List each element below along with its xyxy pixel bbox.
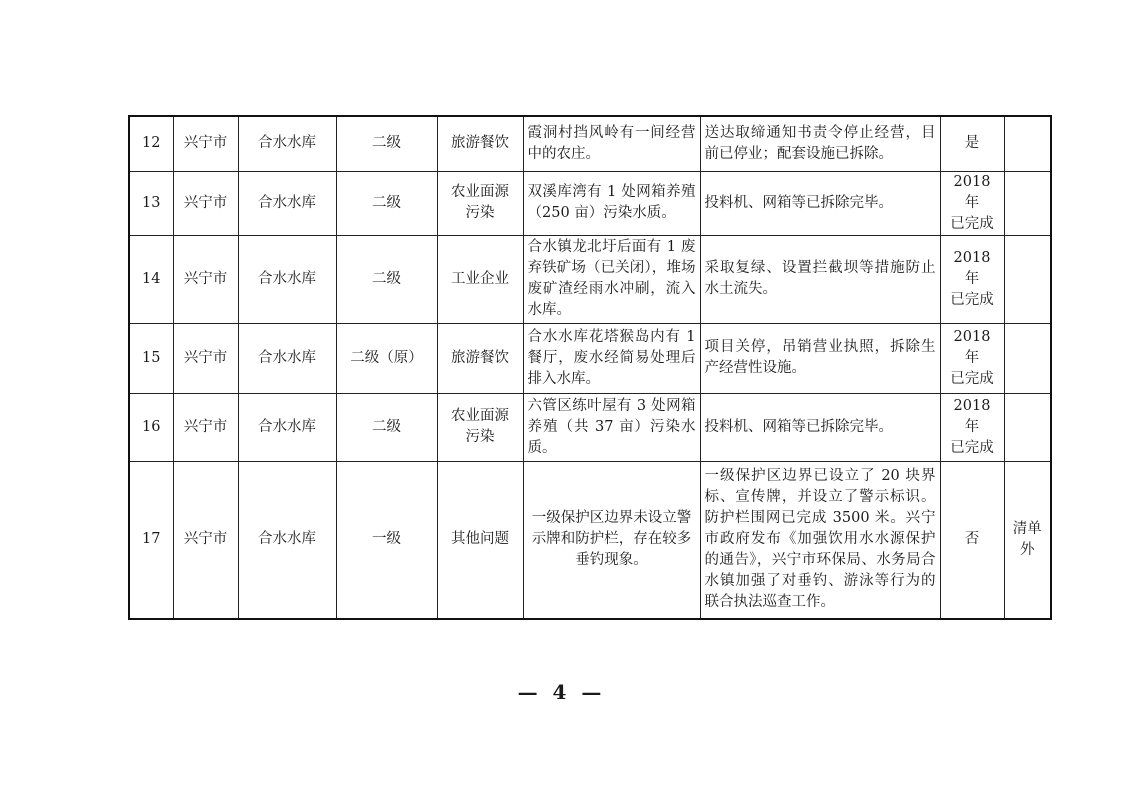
table-row — [129, 171, 1051, 235]
cell-action: 投料机、网箱等已拆除完毕。 — [700, 171, 940, 235]
table-row — [129, 323, 1051, 393]
cell-problem: 六管区练叶屋有 3 处网箱养殖（共 37 亩）污染水质。 — [523, 393, 700, 461]
cell-source: 合水水库 — [238, 171, 336, 235]
cell-problem: 合水镇龙北圩后面有 1 废弃铁矿场（已关闭），堆场废矿渣经雨水冲刷，流入水库。 — [523, 235, 700, 323]
cell-note — [1004, 323, 1051, 393]
cell-done: 否 — [940, 461, 1004, 619]
table-row — [129, 116, 1051, 171]
cell-no: 15 — [129, 323, 173, 393]
cell-action: 项目关停，吊销营业执照，拆除生产经营性设施。 — [700, 323, 940, 393]
cell-problem: 合水水库花塔猴岛内有 1 餐厅，废水经简易处理后排入水库。 — [523, 323, 700, 393]
cell-city: 兴宁市 — [173, 116, 238, 171]
cell-no: 12 — [129, 116, 173, 171]
cell-no: 17 — [129, 461, 173, 619]
cell-level: 二级 — [336, 171, 437, 235]
cell-action: 送达取缔通知书责令停止经营，目前已停业；配套设施已拆除。 — [700, 116, 940, 171]
cell-level: 一级 — [336, 461, 437, 619]
cell-note — [1004, 116, 1051, 171]
cell-city: 兴宁市 — [173, 323, 238, 393]
table-row — [129, 235, 1051, 323]
cell-city: 兴宁市 — [173, 393, 238, 461]
cell-note: 清单 外 — [1004, 461, 1051, 619]
cell-category: 农业面源 污染 — [437, 171, 523, 235]
cell-category: 农业面源 污染 — [437, 393, 523, 461]
cell-source: 合水水库 — [238, 461, 336, 619]
rectification-table — [128, 115, 1052, 620]
cell-note — [1004, 171, 1051, 235]
cell-category: 工业企业 — [437, 235, 523, 323]
cell-note — [1004, 393, 1051, 461]
cell-city: 兴宁市 — [173, 235, 238, 323]
cell-source: 合水水库 — [238, 323, 336, 393]
cell-source: 合水水库 — [238, 235, 336, 323]
table-row — [129, 461, 1051, 619]
cell-action: 一级保护区边界已设立了 20 块界标、宣传牌，并设立了警示标识。防护栏围网已完成 3500 米。兴宁市政府发布《加强饮用水水源保护的通告》，兴宁市环保局、水务局合水镇加强了对垂钓、游泳等行为的联合执法巡查工作。 — [700, 461, 940, 619]
cell-no: 16 — [129, 393, 173, 461]
cell-action: 投料机、网箱等已拆除完毕。 — [700, 393, 940, 461]
table-row — [129, 393, 1051, 461]
cell-done: 2018 年 已完成 — [940, 393, 1004, 461]
cell-category: 其他问题 — [437, 461, 523, 619]
cell-problem: 霞洞村挡风岭有一间经营中的农庄。 — [523, 116, 700, 171]
cell-note — [1004, 235, 1051, 323]
cell-city: 兴宁市 — [173, 461, 238, 619]
cell-source: 合水水库 — [238, 116, 336, 171]
cell-problem: 双溪库湾有 1 处网箱养殖（250 亩）污染水质。 — [523, 171, 700, 235]
cell-done: 2018 年 已完成 — [940, 323, 1004, 393]
cell-problem: 一级保护区边界未设立警示牌和防护栏，存在较多垂钓现象。 — [523, 461, 700, 619]
cell-done: 2018 年 已完成 — [940, 235, 1004, 323]
cell-action: 采取复绿、设置拦截坝等措施防止水土流失。 — [700, 235, 940, 323]
cell-category: 旅游餐饮 — [437, 323, 523, 393]
cell-level: 二级 — [336, 116, 437, 171]
cell-source: 合水水库 — [238, 393, 336, 461]
page-number: — 4 — — [517, 680, 606, 704]
cell-level: 二级 — [336, 235, 437, 323]
cell-done: 是 — [940, 116, 1004, 171]
cell-city: 兴宁市 — [173, 171, 238, 235]
cell-level: 二级 — [336, 393, 437, 461]
cell-category: 旅游餐饮 — [437, 116, 523, 171]
cell-level: 二级（原） — [336, 323, 437, 393]
cell-no: 14 — [129, 235, 173, 323]
cell-no: 13 — [129, 171, 173, 235]
cell-done: 2018 年 已完成 — [940, 171, 1004, 235]
